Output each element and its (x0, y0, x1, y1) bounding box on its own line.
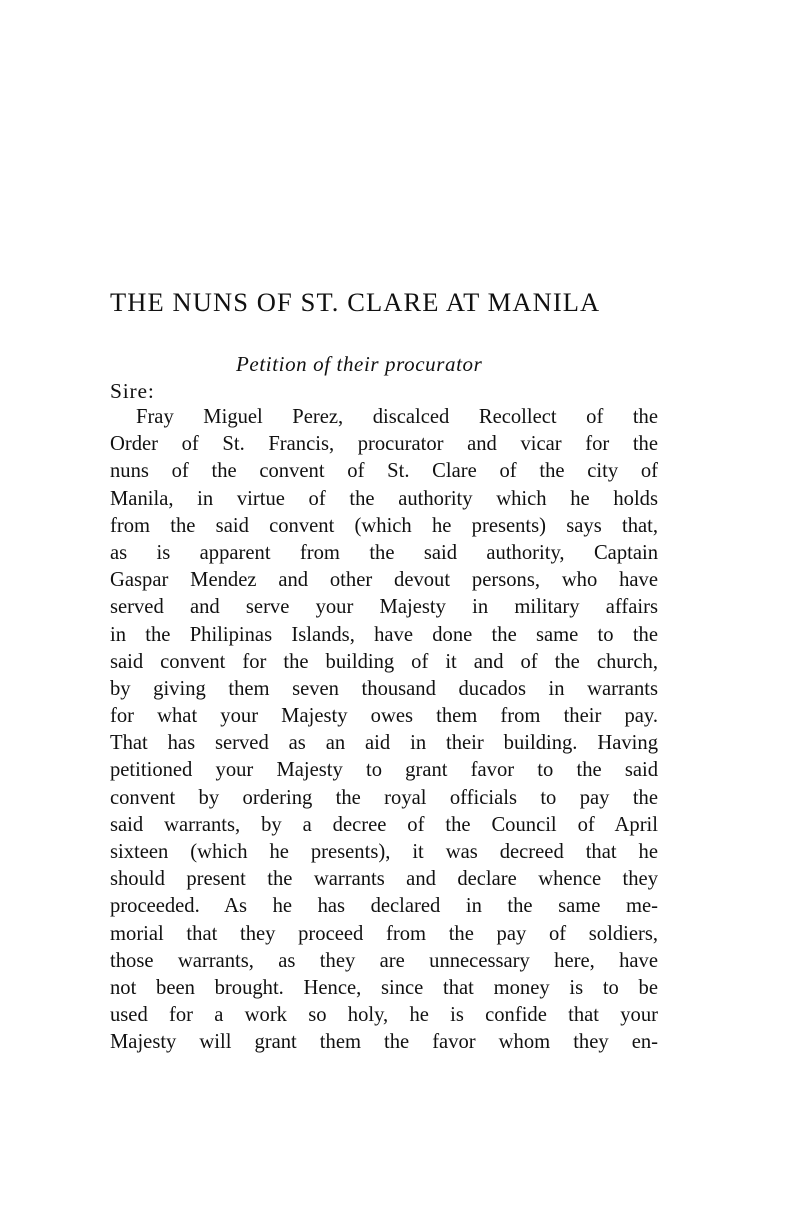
text-line: convent by ordering the royal officials to pay the (110, 786, 658, 809)
text-line: Majesty will grant them the favor whom they en- (110, 1031, 658, 1054)
text-line: said warrants, by a decree of the Council of April (110, 813, 658, 836)
text-line: petitioned your Majesty to grant favor to the said (110, 759, 658, 782)
text-line: should present the warrants and declare whence they (110, 868, 658, 891)
text-line: served and serve your Majesty in military affairs (110, 596, 658, 619)
text-line: as is apparent from the said authority, Captain (110, 541, 658, 564)
text-line: Fray Miguel Perez, discalced Recollect of the (136, 406, 658, 428)
chapter-heading: THE NUNS OF ST. CLARE AT MANILA (110, 287, 601, 317)
text-line: Manila, in virtue of the authority which he holds (110, 487, 658, 510)
text-line: sixteen (which he presents), it was decreed that he (110, 841, 658, 863)
section-subheading: Petition of their procurator (236, 352, 483, 376)
text-line: in the Philipinas Islands, have done the same to the (110, 623, 658, 646)
text-line: proceeded. As he has declared in the same me- (110, 895, 658, 918)
text-line: morial that they proceed from the pay of soldiers, (110, 922, 658, 945)
petition-body-text (110, 404, 658, 1057)
text-line: for what your Majesty owes them from their pay. (110, 705, 658, 728)
text-line: by giving them seven thousand ducados in warrants (110, 677, 658, 700)
text-line: from the said convent (which he presents) says that, (110, 514, 658, 537)
text-line: Order of St. Francis, procurator and vicar for the (110, 433, 658, 456)
text-line: used for a work so holy, he is confide that your (110, 1004, 658, 1027)
text-line: not been brought. Hence, since that money is to be (110, 976, 658, 999)
salutation: Sire: (110, 379, 155, 403)
text-line: Gaspar Mendez and other devout persons, who have (110, 569, 658, 592)
text-line: nuns of the convent of St. Clare of the city of (110, 460, 658, 483)
text-line: That has served as an aid in their building. Having (110, 732, 658, 755)
text-line: said convent for the building of it and of the church, (110, 650, 658, 673)
text-line: those warrants, as they are unnecessary here, have (110, 949, 658, 972)
